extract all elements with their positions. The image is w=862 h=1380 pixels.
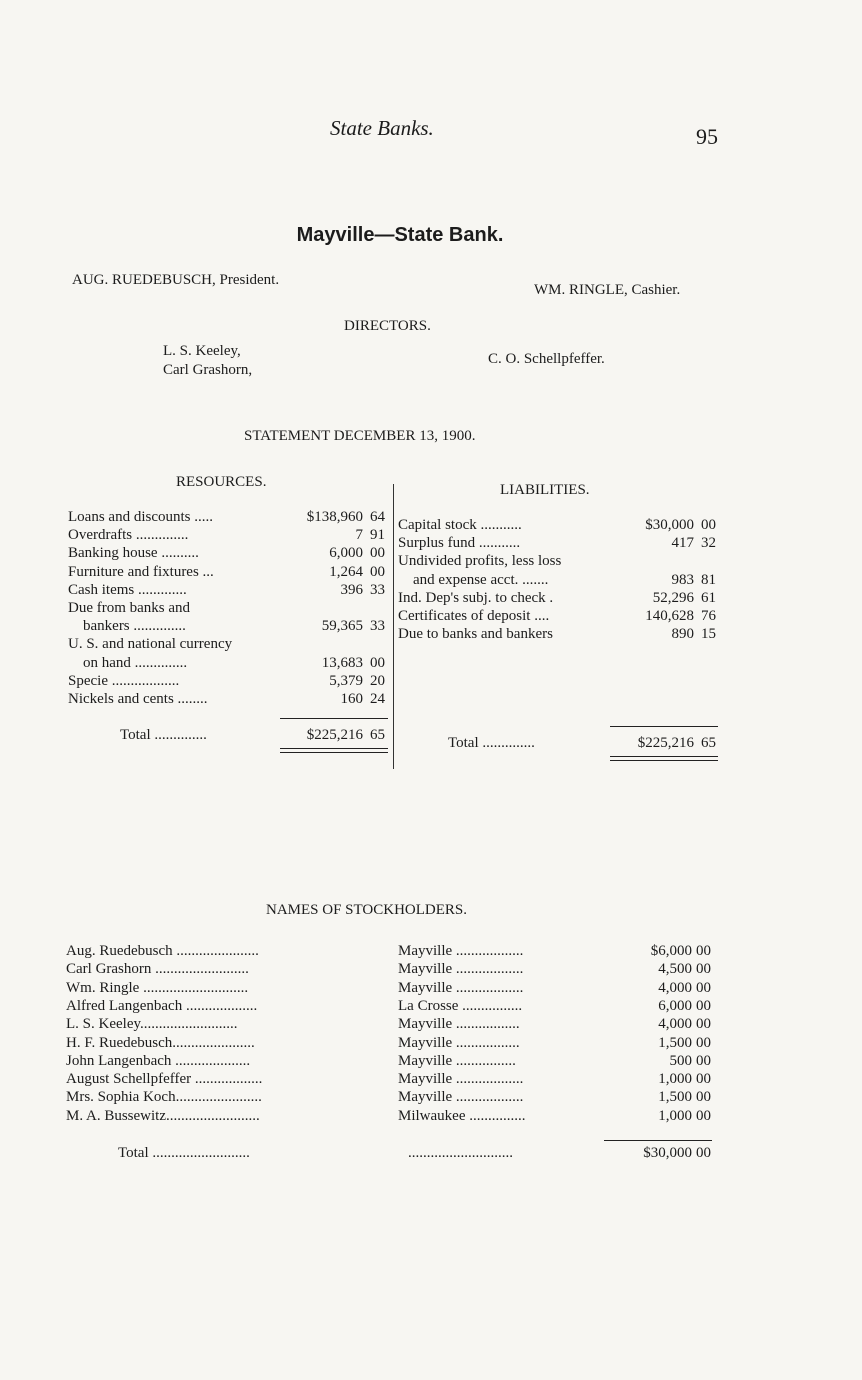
row-dollars: 6,000	[329, 545, 363, 562]
row-cents: 81	[701, 571, 716, 588]
row-label: Furniture and fixtures ...	[68, 563, 214, 580]
stockholder-dollars: 4,500	[658, 961, 692, 978]
row-cents: 64	[370, 509, 385, 525]
stockholder-dollars: 1,000	[658, 1107, 692, 1124]
total-row	[68, 726, 398, 744]
row-cents: 00	[701, 517, 716, 533]
statement-row	[398, 552, 728, 570]
stockholder-cents: 00	[696, 997, 711, 1014]
stockholder-row	[66, 1088, 726, 1106]
total-dollars: $30,000	[643, 1145, 692, 1161]
row-cents: 33	[370, 618, 385, 635]
statement-row	[68, 581, 398, 599]
row-dollars: 59,365	[321, 618, 363, 635]
total-dots: ............................	[408, 1145, 513, 1161]
stockholder-cents: 00	[696, 1107, 711, 1124]
total-rule	[280, 718, 388, 719]
row-dollars: 890	[671, 626, 694, 643]
row-label: Surplus fund ...........	[398, 535, 521, 552]
row-label: U. S. and national currency	[68, 636, 233, 653]
statement-row	[398, 607, 728, 625]
row-label: Capital stock ...........	[398, 517, 522, 533]
cashier-line: WM. RINGLE, Cashier.	[534, 282, 681, 298]
row-cents: 20	[370, 672, 385, 689]
row-cents: 00	[370, 654, 385, 671]
row-dollars: 5,379	[329, 672, 363, 689]
row-cents: 76	[701, 608, 716, 624]
stockholder-town: Mayville .................	[398, 1034, 520, 1051]
statement-row	[68, 544, 398, 562]
statement-row	[68, 635, 398, 653]
row-dollars: 140,628	[645, 608, 694, 624]
row-cents: 61	[701, 589, 716, 606]
statement-row	[68, 690, 398, 708]
row-label: Due from banks and	[68, 600, 191, 616]
director-name: C. O. Schellpfeffer.	[488, 351, 605, 367]
statement-row	[398, 571, 728, 589]
row-label: Specie ..................	[68, 672, 180, 689]
stockholder-dollars: 4,000	[658, 1016, 692, 1033]
row-label: and expense acct. .......	[398, 571, 549, 588]
total-cents: 65	[370, 727, 385, 743]
stockholder-dollars: 4,000	[658, 979, 692, 996]
total-dollars: $225,216	[306, 727, 363, 743]
row-label: Due to banks and bankers	[398, 626, 553, 643]
row-cents: 24	[370, 691, 385, 707]
stockholder-dollars: 1,500	[658, 1089, 692, 1106]
stockholder-town: Mayville .................	[398, 1016, 520, 1033]
row-label: Ind. Dep's subj. to check .	[398, 589, 554, 606]
stockholder-town: Mayville ..................	[398, 943, 524, 959]
stockholder-name: John Langenbach ....................	[66, 1052, 251, 1069]
statement-row	[398, 589, 728, 607]
statement-row	[398, 516, 728, 534]
row-dollars: 1,264	[329, 563, 363, 580]
total-rule	[604, 1140, 712, 1141]
row-cents: 91	[370, 527, 385, 544]
stockholder-row	[66, 1107, 726, 1125]
stockholder-dollars: 1,000	[658, 1071, 692, 1088]
row-cents: 32	[701, 535, 716, 552]
statement-row	[68, 617, 398, 635]
statement-row	[68, 508, 398, 526]
row-dollars: 52,296	[652, 589, 694, 606]
total-cents: 65	[701, 735, 716, 751]
total-cents: 00	[696, 1145, 711, 1161]
statement-row	[398, 625, 728, 643]
row-dollars: $30,000	[645, 517, 694, 533]
statement-row	[68, 672, 398, 690]
total-label: Total ..............	[120, 727, 207, 743]
directors-heading: DIRECTORS.	[344, 318, 431, 334]
running-head: State Banks.	[330, 116, 434, 140]
row-label: Loans and discounts .....	[68, 509, 213, 525]
row-cents: 00	[370, 563, 385, 580]
stockholder-row	[66, 942, 726, 960]
statement-row	[398, 534, 728, 552]
page-number: 95	[696, 124, 718, 149]
row-label: Cash items .............	[68, 581, 187, 598]
total-double-rule	[610, 760, 718, 761]
total-label: Total ..............	[448, 735, 535, 751]
stockholder-row	[66, 1034, 726, 1052]
stockholder-town: Mayville ..................	[398, 1089, 524, 1106]
stockholder-town: La Crosse ................	[398, 997, 523, 1014]
total-double-rule	[280, 752, 388, 753]
row-label: on hand ..............	[68, 654, 188, 671]
statement-title: STATEMENT DECEMBER 13, 1900.	[244, 428, 476, 444]
total-rule	[610, 726, 718, 727]
row-label: bankers ..............	[68, 618, 186, 635]
row-dollars: 7	[355, 527, 363, 544]
stockholder-town: Milwaukee ...............	[398, 1107, 526, 1124]
bank-title: Mayville—State Bank.	[296, 224, 504, 246]
stockholder-dollars: $6,000	[650, 943, 692, 959]
resources-heading: RESOURCES.	[176, 474, 267, 490]
stockholder-name: H. F. Ruedebusch......................	[66, 1034, 255, 1051]
stockholder-name: Alfred Langenbach ...................	[66, 997, 258, 1014]
statement-row	[68, 599, 398, 617]
stockholder-town: Mayville ..................	[398, 961, 524, 978]
stockholder-name: Mrs. Sophia Koch.......................	[66, 1089, 262, 1106]
stockholder-name: L. S. Keeley..........................	[66, 1016, 238, 1033]
stockholder-cents: 00	[696, 1052, 711, 1069]
stockholder-cents: 00	[696, 979, 711, 996]
stockholder-row	[66, 1052, 726, 1070]
row-label: Undivided profits, less loss	[398, 553, 562, 570]
total-double-rule	[280, 748, 388, 749]
total-label: Total ..........................	[118, 1145, 250, 1161]
statement-row	[68, 563, 398, 581]
stockholder-cents: 00	[696, 961, 711, 978]
row-dollars: 160	[340, 691, 363, 707]
row-cents: 33	[370, 581, 385, 598]
stockholder-name: M. A. Bussewitz.........................	[66, 1107, 260, 1124]
stockholder-cents: 00	[696, 943, 711, 959]
stockholder-town: Mayville ..................	[398, 979, 524, 996]
row-dollars: 417	[671, 535, 694, 552]
row-label: Banking house ..........	[68, 545, 199, 562]
stockholder-town: Mayville ..................	[398, 1071, 524, 1088]
stockholder-row	[66, 960, 726, 978]
stockholders-total-row	[66, 1144, 726, 1162]
director-name: L. S. Keeley,	[163, 343, 241, 359]
stockholder-name: August Schellpfeffer ..................	[66, 1071, 263, 1088]
stockholder-dollars: 1,500	[658, 1034, 692, 1051]
statement-row	[68, 654, 398, 672]
stockholders-heading: NAMES OF STOCKHOLDERS.	[266, 902, 468, 918]
row-label: Overdrafts ..............	[68, 527, 189, 544]
president-line: AUG. RUEDEBUSCH, President.	[72, 272, 280, 288]
row-cents: 15	[701, 626, 716, 643]
total-row	[398, 734, 728, 752]
director-name: Carl Grashorn,	[163, 362, 253, 378]
stockholder-cents: 00	[696, 1071, 711, 1088]
row-dollars: $138,960	[306, 509, 363, 525]
stockholder-cents: 00	[696, 1016, 711, 1033]
row-dollars: 983	[671, 571, 694, 588]
row-label: Nickels and cents ........	[68, 691, 208, 707]
row-cents: 00	[370, 545, 385, 562]
row-dollars: 13,683	[321, 654, 363, 671]
row-dollars: 396	[340, 581, 363, 598]
stockholder-cents: 00	[696, 1089, 711, 1106]
stockholder-dollars: 500	[669, 1052, 692, 1069]
stockholder-cents: 00	[696, 1034, 711, 1051]
stockholder-row	[66, 997, 726, 1015]
stockholder-row	[66, 1015, 726, 1033]
total-double-rule	[610, 756, 718, 757]
liabilities-heading: LIABILITIES.	[500, 482, 590, 498]
row-label: Certificates of deposit ....	[398, 608, 550, 624]
stockholder-row	[66, 1070, 726, 1088]
stockholder-dollars: 6,000	[658, 997, 692, 1014]
stockholder-name: Wm. Ringle ............................	[66, 979, 249, 996]
stockholder-town: Mayville ................	[398, 1052, 516, 1069]
total-dollars: $225,216	[637, 735, 694, 751]
stockholder-name: Carl Grashorn .........................	[66, 961, 249, 978]
stockholder-row	[66, 979, 726, 997]
stockholder-name: Aug. Ruedebusch ......................	[66, 943, 259, 959]
statement-row	[68, 526, 398, 544]
